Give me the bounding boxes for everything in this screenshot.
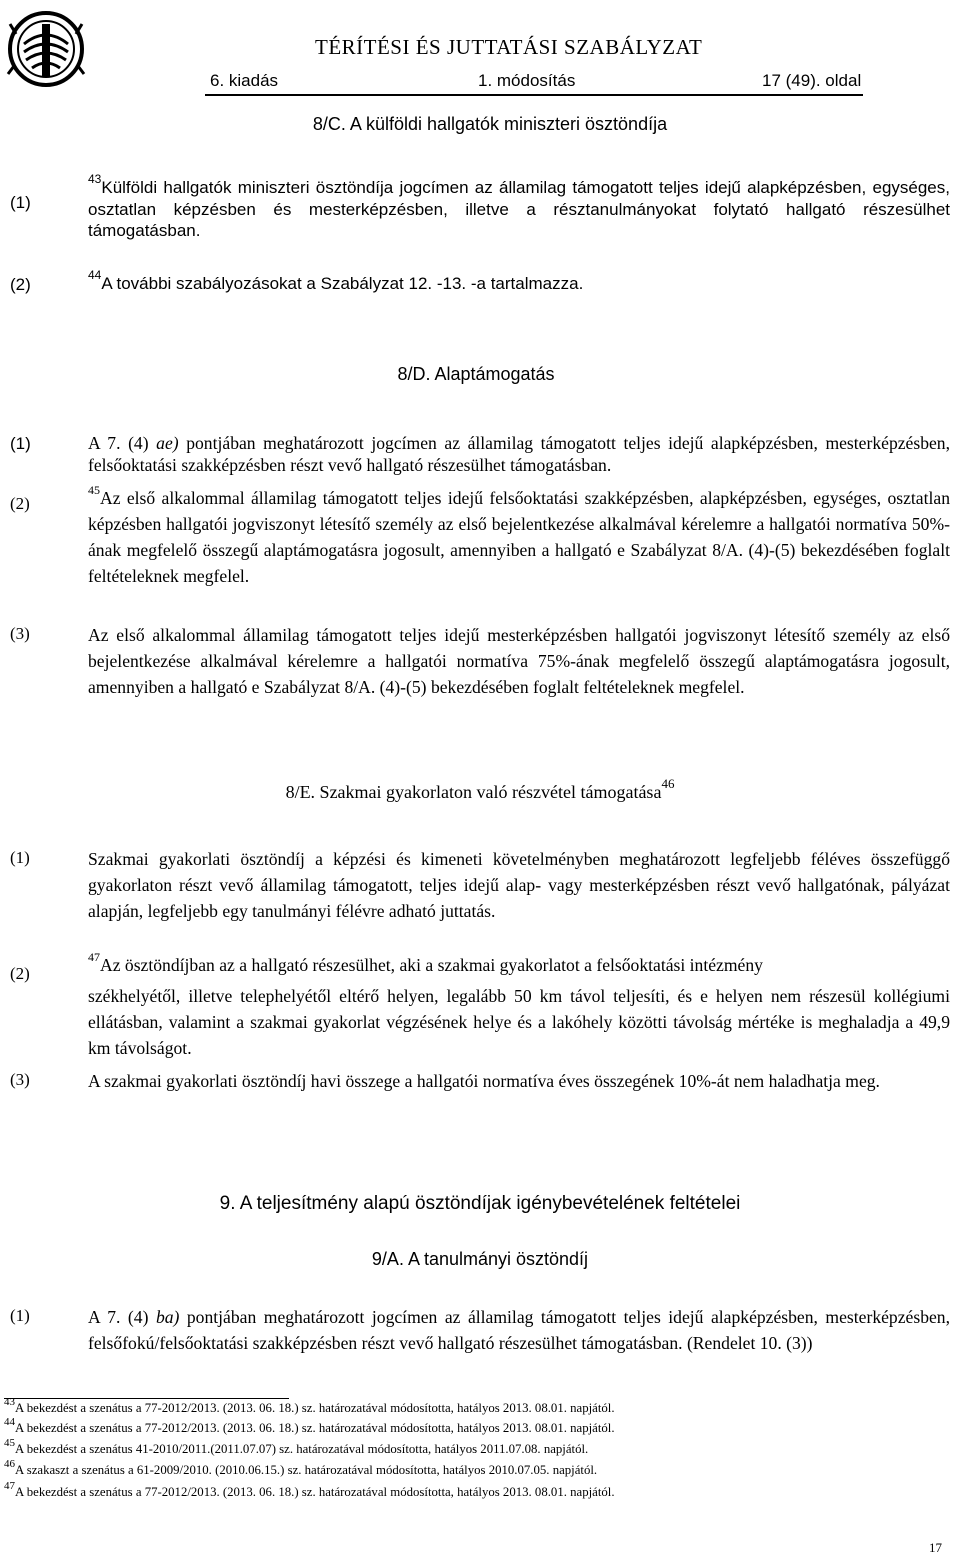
- header-divider: [205, 94, 863, 96]
- footnote-ref: 44: [88, 268, 102, 283]
- section-8c-para-1: $^{43}$Külföldi hallgatók miniszteri ösztöndíja jogcímen az államilag támogatott teljes idejű alapképzésben, egységes, osztatlan képzésben és mesterképzésben, illetve a résztanulmányokat folytató hallgató részesülhet támogatásban.: [88, 172, 950, 241]
- footnote-ref: 46: [661, 776, 675, 791]
- footnote: $^{47}$A bekezdést a szenátus a 77-2012/2013. (2013. 06. 18.) sz. határozatával módosította, hatályos 2013. 08.01. napjától.: [4, 1479, 615, 1499]
- para-number: (3): [10, 1070, 30, 1089]
- section-8d-title: 8/D. Alaptámogatás: [397, 364, 555, 384]
- revision-label: 1. módosítás: [478, 71, 576, 90]
- footnote-ref: 43: [88, 172, 102, 187]
- page-header: [0, 0, 960, 110]
- para-number: (1): [10, 434, 31, 453]
- footnote: $^{43}$A bekezdést a szenátus a 77-2012/2013. (2013. 06. 18.) sz. határozatával módosította, hatályos 2013. 08.01. napjától.: [4, 1395, 615, 1415]
- edition-label: 6. kiadás: [210, 71, 279, 90]
- para-number: (1): [10, 1306, 30, 1325]
- section-8e-para-2-first-line: $^{47}$Az ösztöndíjban az a hallgató részesülhet, aki a szakmai gyakorlatot a felsőoktatási intézmény: [88, 950, 763, 975]
- section-8c-title: 8/C. A külföldi hallgatók miniszteri ösztöndíja: [312, 114, 668, 134]
- section-8d-para-1: A 7. (4) ae) pontjában meghatározott jogcímen az államilag támogatott teljes idejű alapképzésben, mesterképzésben, felsőoktatási szakképzésben részt vevő hallgató részesülhet támogatásban.: [88, 433, 951, 475]
- section-8e-para-2: székhelyétől, illetve telephelyétől eltérő helyen, legalább 50 km távol teljesíti, és e helyen nem részesül kollégiumi ellátásban, valamint a szakmai gyakorlat végzésének helye és a lakóhely közötti távolság mértéke is meghaladja a 49,9 km távolságot.: [88, 986, 950, 1058]
- para-number: (1): [10, 848, 30, 867]
- section-9a-title: 9/A. A tanulmányi ösztöndíj: [371, 1249, 589, 1269]
- section-8e-para-3: A szakmai gyakorlati ösztöndíj havi összege a hallgatói normatíva éves összegének 10%-át nem haladhatja meg.: [88, 1071, 880, 1091]
- para-number: (3): [10, 624, 30, 643]
- para-number: (2): [10, 275, 31, 294]
- footnote-ref: 45: [88, 483, 100, 498]
- section-8e-para-1: Szakmai gyakorlati ösztöndíj a képzési és kimeneti követelményben meghatározott legfeljebb féléves összefüggő gyakorlaton részt vevő államilag támogatott, teljes idejű alap- vagy mesterképzésben részt vevő hallgatónak, pályázat alapján, legfeljebb egy tanulmányi félévre adható juttatás.: [88, 849, 950, 921]
- section-9-title: 9. A teljesítmény alapú ösztöndíjak igénybevételének feltételei: [219, 1193, 741, 1214]
- para-number: (2): [10, 494, 30, 513]
- section-8e-title: 8/E. Szakmai gyakorlaton való részvétel támogatása$^{46}$: [285, 776, 675, 802]
- document-title: TÉRÍTÉSI ÉS JUTTATÁSI SZABÁLYZAT: [315, 35, 703, 59]
- para-number: (1): [10, 193, 31, 212]
- footnote: $^{46}$A szakaszt a szenátus a 61-2009/2010. (2010.06.15.) sz. határozatával módosította, hatályos 2010.07.05. napjától.: [4, 1457, 598, 1477]
- page-number: 17: [929, 1540, 942, 1555]
- para-number: (2): [10, 964, 30, 983]
- university-logo-icon: [6, 4, 86, 94]
- footnote-divider: [4, 1398, 289, 1399]
- footnote-ref: 47: [88, 950, 100, 965]
- footnote: $^{45}$A bekezdést a szenátus 41-2010/2011.(2011.07.07) sz. határozatával módosította, hatályos 2011.07.08. napjától.: [4, 1436, 589, 1456]
- footnote: $^{44}$A bekezdést a szenátus a 77-2012/2013. (2013. 06. 18.) sz. határozatával módosította, hatályos 2013. 08.01. napjától.: [4, 1415, 615, 1435]
- section-9a-para-1: A 7. (4) ba) pontjában meghatározott jogcímen az államilag támogatott teljes idejű alapképzésben, mesterképzésben, felsőfokú/felsőoktatási szakképzésben részt vevő hallgató részesülhet támogatásban. (Rendelet 10. (3)): [88, 1307, 950, 1353]
- section-8c-para-2: $^{44}$A további szabályozásokat a Szabályzat 12. -13. -a tartalmazza.: [88, 268, 584, 293]
- section-8d-para-2: $^{45}$Az első alkalommal államilag támogatott teljes idejű felsőoktatási szakképzésben, alapképzésben, egységes, osztatlan képzésben hallgatói jogviszonyt létesítő személy az első bejelentkezése alkalmával kérelemre a hallgatói normatíva 50%-ának megfelelő összegű alaptámogatásra jogosult, amennyiben a hallgató e Szabályzat 8/A. (4)-(5) bekezdésében foglalt feltételeknek megfelel.: [88, 483, 950, 586]
- page-label: 17 (49). oldal: [762, 71, 862, 90]
- section-8d-para-3: Az első alkalommal államilag támogatott teljes idejű mesterképzésben hallgatói jogviszonyt létesítő személy az első bejelentkezése alkalmával kérelemre a hallgatói normatíva 75%-ának megfelelő összegű alaptámogatásra jogosult, amennyiben a hallgató e Szabályzat 8/A. (4)-(5) bekezdésében foglalt feltételeknek megfelel.: [88, 625, 950, 697]
